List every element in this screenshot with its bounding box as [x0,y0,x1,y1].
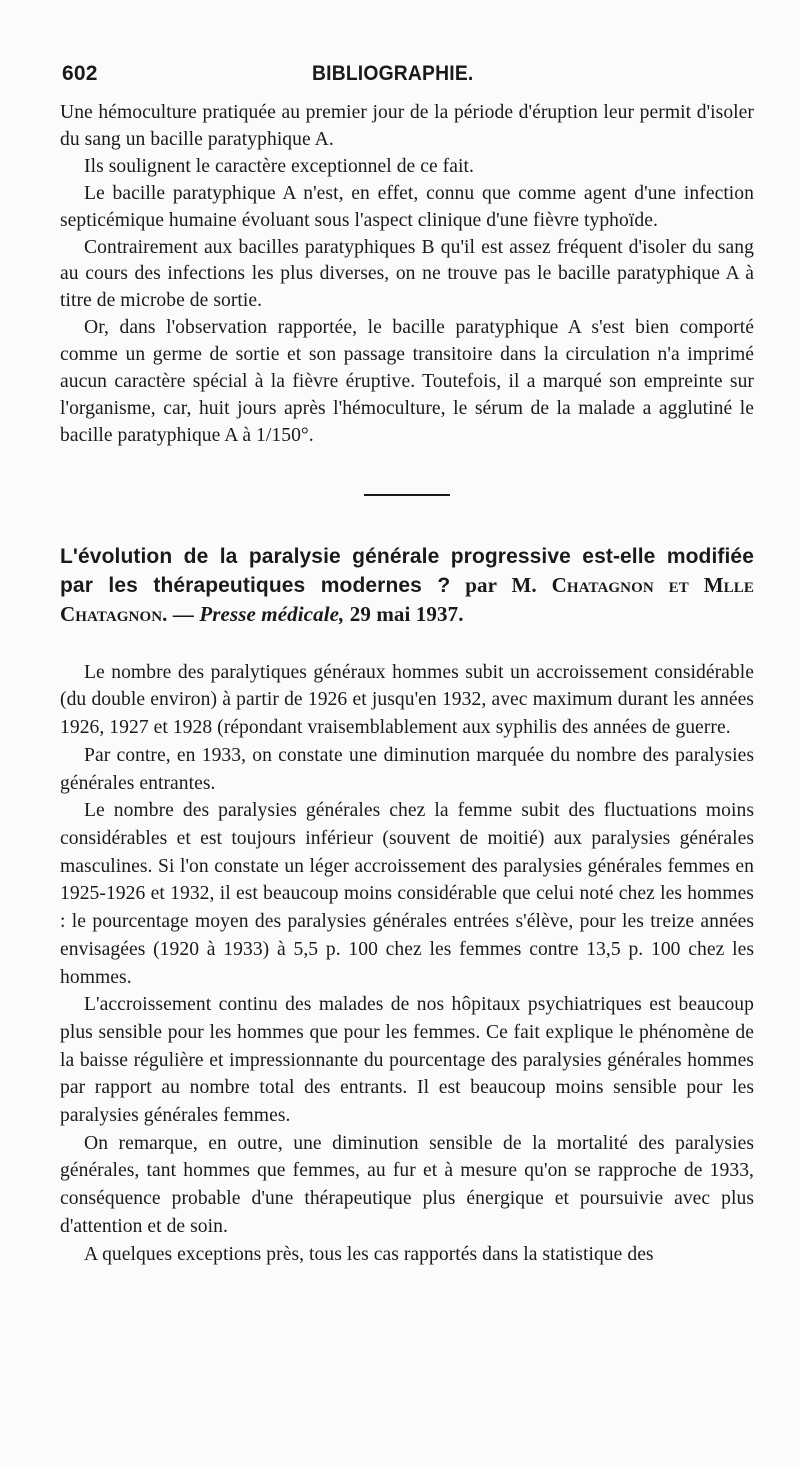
article1-paragraph: Contrairement aux bacilles paratyphiques B qu'il est assez fréquent d'isoler du sang au cours des infections les plus diverses, on ne trouve pas le bacille paratyphique A à titre de microbe de sortie. [60,236,754,312]
article2-paragraph: A quelques exceptions près, tous les cas rapportés dans la statistique des [84,1243,654,1265]
article2-paragraph: L'accroissement continu des malades de nos hôpitaux psychiatriques est beaucoup plus sensible pour les hommes que pour les femmes. Ce fait explique le phénomène de la baisse régulière et impressionnante du pourcentage des paralysies générales hommes par rapport au nombre total des entrants. Il est beaucoup moins sensible pour les paralysies générales femmes. [60,994,754,1127]
article2-paragraph: Par contre, en 1933, on constate une diminution marquée du nombre des paralysies générales entrantes. [60,744,754,794]
article2-title: L'évolution de la paralysie générale progressive est-elle modifiée par les thérapeutiques modernes ? [60,544,754,597]
article2-paragraph: Le nombre des paralytiques généraux hommes subit un accroissement considérable (du double environ) à partir de 1926 et jusqu'en 1932, avec maximum durant les années 1926, 1927 et 1928 (répondant vraisemblablement aux syphilis des années de guerre. [60,661,754,739]
article1-paragraph: Une hémoculture pratiquée au premier jour de la période d'éruption leur permit d'isoler du sang un bacille paratyphique A. [60,102,754,150]
article-2 [60,659,754,1268]
page-number: 602 [62,62,98,85]
article-1 [60,100,754,450]
article2-by: par [465,572,497,597]
section-divider [364,494,450,496]
article1-paragraph: Ils soulignent le caractère exceptionnel de ce fait. [84,155,474,177]
article2-heading [60,542,754,629]
running-head [62,62,754,86]
article2-journal: Presse médicale, [199,601,345,626]
article2-dash: — [172,601,194,626]
article2-paragraph: On remarque, en outre, une diminution sensible de la mortalité des paralysies générales, tant hommes que femmes, au fur et à mesure qu'on se rapproche de 1933, conséquence probable d'une thérapeutique plus énergique et poursuivie avec plus d'attention et de soin. [60,1132,754,1237]
article1-paragraph: Or, dans l'observation rapportée, le bacille paratyphique A s'est bien comporté comme un germe de sortie et son passage transitoire dans la circulation n'a imprimé aucun caractère spécial à la fièvre éruptive. Toutefois, il a marqué son empreinte sur l'organisme, car, huit jours après l'hémoculture, le sérum de la malade a agglutiné le bacille paratyphique A à 1/150°. [60,317,754,446]
article2-paragraph: Le nombre des paralysies générales chez la femme subit des fluctuations moins considérables et est toujours inférieur (souvent de moitié) aux paralysies générales masculines. Si l'on constate un léger accroissement des paralysies générales femmes en 1925-1926 et 1932, il est beaucoup moins considérable que celui noté chez les hommes : le pourcentage moyen des paralysies générales entrées s'élève, pour les treize années envisagées (1920 à 1933) à 5,5 p. 100 chez les femmes contre 13,5 p. 100 chez les hommes. [60,800,754,988]
article2-authors: M. Chatagnon et Mlle Chatagnon. [60,572,754,626]
article2-date: 29 mai 1937. [349,601,464,626]
article1-paragraph: Le bacille paratyphique A n'est, en effet, connu que comme agent d'une infection septicémique humaine évoluant sous l'aspect clinique d'une fièvre typhoïde. [60,182,754,231]
running-title: BIBLIOGRAPHIE. [312,62,474,85]
